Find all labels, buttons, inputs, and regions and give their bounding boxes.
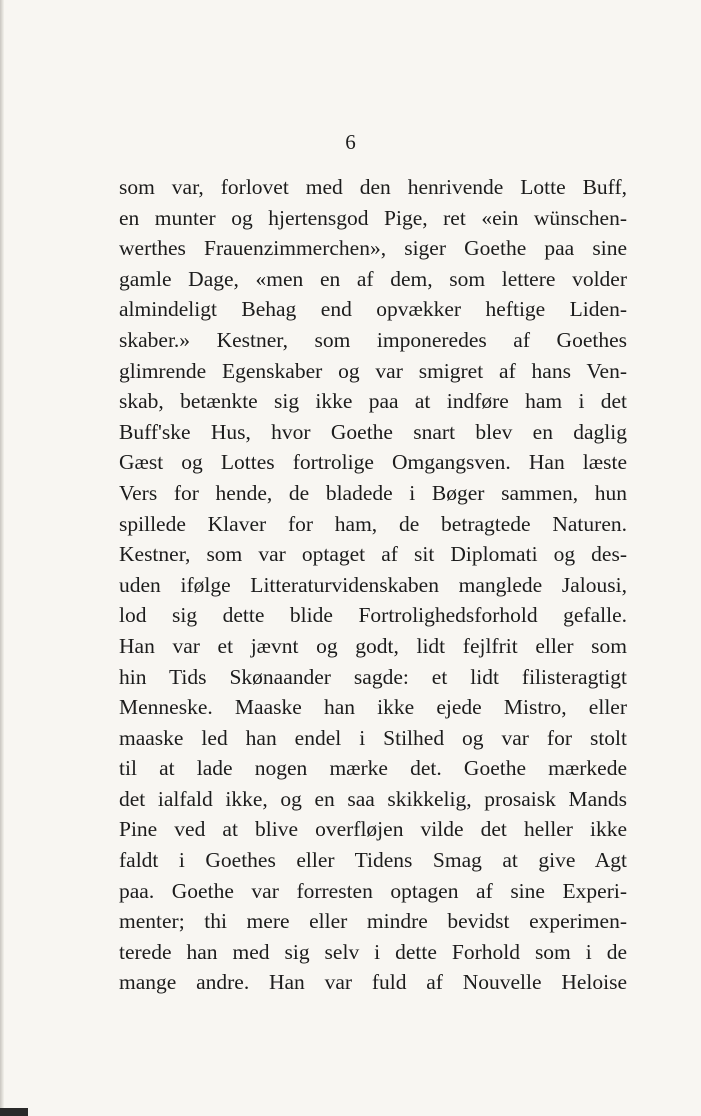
text-line: Vers for hende, de bladede i Bøger sammen, hun (119, 480, 627, 505)
text-line: spillede Klaver for ham, de betragtede Naturen. (119, 511, 627, 536)
text-line: Han var et jævnt og godt, lidt fejlfrit eller som (119, 633, 627, 658)
text-line: hin Tids Skønaander sagde: et lidt filisteragtigt (119, 664, 627, 689)
text-line: lod sig dette blide Fortrolighedsforhold gefalle. (119, 603, 627, 628)
text-line: Gæst og Lottes fortrolige Omgangsven. Han læste (119, 450, 627, 475)
page-binding-edge (0, 0, 4, 1116)
text-line: Pine ved at blive overfløjen vilde det heller ikke (119, 817, 627, 842)
text-line: paa. Goethe var forresten optagen af sine Experi- (119, 878, 627, 903)
text-line: mange andre. Han var fuld af Nouvelle Heloise (119, 970, 627, 995)
text-line: som var, forlovet med den henrivende Lotte Buff, (119, 175, 627, 199)
text-line: Menneske. Maaske han ikke ejede Mistro, eller (119, 695, 627, 720)
text-line: Buff'ske Hus, hvor Goethe snart blev en daglig (119, 419, 627, 444)
text-line: uden ifølge Litteraturvidenskaben manglede Jalousi, (119, 572, 627, 597)
text-line: Kestner, som var optaget af sit Diplomati og des- (119, 542, 627, 567)
text-line: gamle Dage, «men en af dem, som lettere volder (119, 266, 627, 291)
text-line: menter; thi mere eller mindre bevidst experimen- (119, 909, 627, 934)
scan-edge-mark (0, 1108, 28, 1116)
text-line: til at lade nogen mærke det. Goethe mærkede (119, 756, 627, 781)
text-line: maaske led han endel i Stilhed og var for stolt (119, 725, 627, 750)
text-line: skaber.» Kestner, som imponeredes af Goethes (119, 327, 627, 352)
text-line: det ialfald ikke, og en saa skikkelig, prosaisk Mands (119, 786, 627, 811)
text-line: werthes Frauenzimmerchen», siger Goethe paa sine (119, 236, 627, 261)
page-number: 6 (345, 130, 356, 154)
body-text (119, 172, 627, 998)
text-line: almindeligt Behag end opvækker heftige Liden- (119, 297, 627, 322)
text-line: glimrende Egenskaber og var smigret af hans Ven- (119, 358, 627, 383)
text-line: faldt i Goethes eller Tidens Smag at give Agt (119, 848, 627, 873)
text-line: skab, betænkte sig ikke paa at indføre ham i det (119, 389, 627, 414)
text-line: terede han med sig selv i dette Forhold som i de (119, 939, 627, 964)
text-line: en munter og hjertensgod Pige, ret «ein wünschen- (119, 205, 627, 230)
